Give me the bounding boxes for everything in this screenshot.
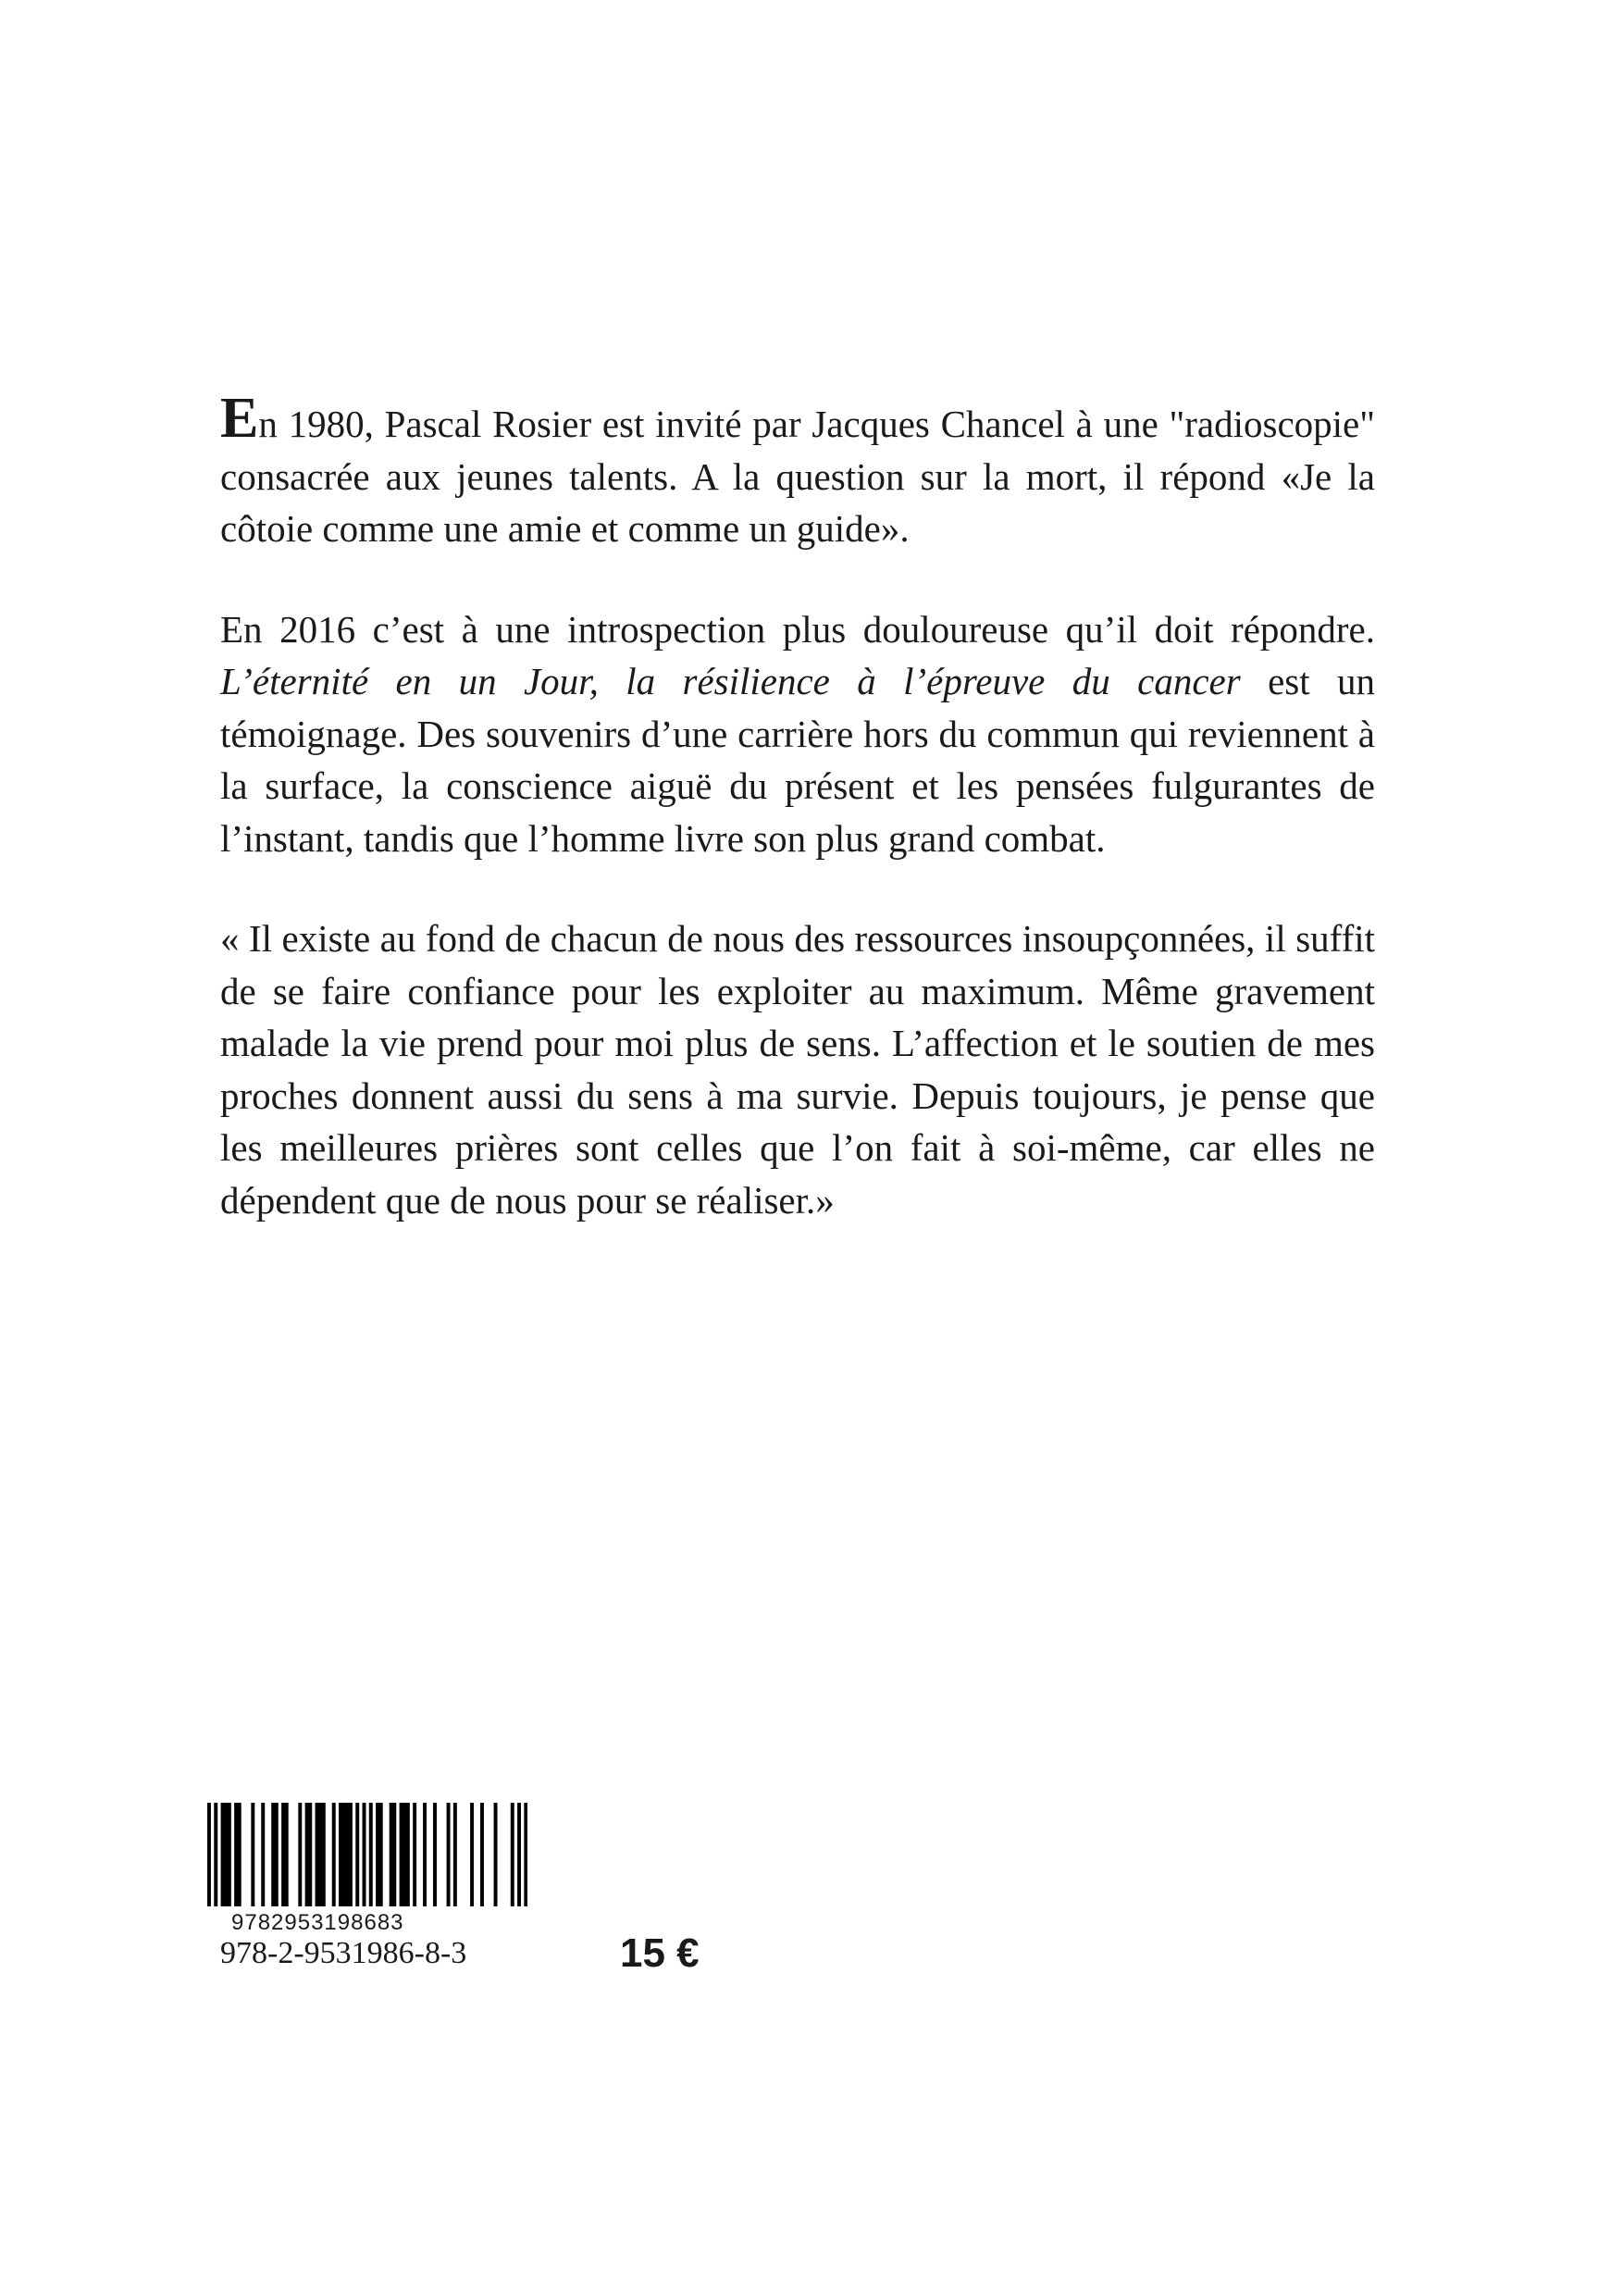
blurb-paragraph-1 xyxy=(220,387,1375,555)
barcode-bar xyxy=(224,1803,228,1906)
barcode-bar xyxy=(318,1803,322,1906)
barcode-bar xyxy=(406,1803,410,1906)
barcode-bar xyxy=(447,1803,451,1906)
barcode-bar xyxy=(322,1803,326,1906)
barcode-bar xyxy=(400,1803,403,1906)
barcode-bar xyxy=(470,1803,474,1906)
barcode-bar xyxy=(275,1803,279,1906)
blurb-paragraph-1-text: n 1980, Pascal Rosier est invité par Jacques Chancel à une "radioscopie" consacrée aux jeunes talents. A la question sur la mort, il répond «Je la côtoie comme une amie et comme un guide». xyxy=(220,403,1375,550)
barcode-bar xyxy=(524,1803,527,1906)
barcode-bar xyxy=(214,1803,217,1906)
barcode-bar xyxy=(453,1803,457,1906)
barcode-bar xyxy=(271,1803,275,1906)
barcode-bar xyxy=(332,1803,336,1906)
back-cover-blurb xyxy=(220,387,1375,1226)
price-label: 15 € xyxy=(620,1930,700,1976)
barcode-bar xyxy=(413,1803,416,1906)
barcode-bar xyxy=(369,1803,373,1906)
barcode-bar xyxy=(238,1803,242,1906)
barcode-bar xyxy=(228,1803,231,1906)
barcode-bar xyxy=(480,1803,484,1906)
barcode-bar xyxy=(345,1803,349,1906)
blurb-paragraph-2-rest: est un témoignage. Des souvenirs d’une carrière hors du commun qui reviennent à la surface, la conscience aiguë du présent et les pensées fulgurantes de l’instant, tandis que l’homme livre son plus grand combat. xyxy=(220,660,1375,860)
barcode-bar xyxy=(390,1803,393,1906)
barcode-bar xyxy=(349,1803,353,1906)
barcode-bar xyxy=(308,1803,312,1906)
barcode-bar xyxy=(251,1803,254,1906)
barcode-bar xyxy=(517,1803,521,1906)
barcode-bar xyxy=(234,1803,238,1906)
blurb-paragraph-2 xyxy=(220,603,1375,865)
book-title: L’éternité en un Jour, la résilience à l’épreuve du cancer xyxy=(220,660,1241,702)
barcode-bar xyxy=(392,1803,396,1906)
blurb-paragraph-2-intro: En 2016 c’est à une introspection plus douloureuse qu’il doit répondre. xyxy=(220,607,1375,651)
barcode-bar xyxy=(433,1803,437,1906)
barcode-bar xyxy=(298,1803,302,1906)
barcode-bar xyxy=(403,1803,406,1906)
barcode-bar xyxy=(207,1803,211,1906)
blurb-quote: « Il existe au fond de chacun de nous des ressources insoupçonnées, il suffit de se faire confiance pour les exploiter au maximum. Même gravement malade la vie prend pour moi plus de sens. L’affection et le soutien de mes proches donnent aussi du sens à ma survie. Depuis toujours, je pense que les meilleures prières sont celles que l’on fait à soi-même, car elles ne dépendent que de nous pour se réaliser.» xyxy=(220,917,1375,1222)
barcode-bar xyxy=(305,1803,309,1906)
barcode-bar xyxy=(342,1803,346,1906)
barcode-bar xyxy=(281,1803,285,1906)
isbn-number: 978-2-9531986-8-3 xyxy=(220,1936,467,1970)
barcode-bar xyxy=(221,1803,225,1906)
barcode-digits: 9782953198683 xyxy=(231,1910,404,1935)
barcode-bar xyxy=(494,1803,498,1906)
barcode-bar xyxy=(376,1803,379,1906)
barcode-bar xyxy=(339,1803,342,1906)
barcode-bar xyxy=(316,1803,319,1906)
barcode-bar xyxy=(511,1803,514,1906)
barcode-block xyxy=(207,1803,527,1936)
drop-cap: E xyxy=(220,387,259,450)
barcode-bar xyxy=(363,1803,366,1906)
barcode-image xyxy=(207,1803,527,1906)
barcode-bar xyxy=(379,1803,383,1906)
barcode-bar xyxy=(355,1803,359,1906)
barcode-bar xyxy=(423,1803,427,1906)
barcode-bar xyxy=(261,1803,265,1906)
barcode-bar xyxy=(285,1803,289,1906)
